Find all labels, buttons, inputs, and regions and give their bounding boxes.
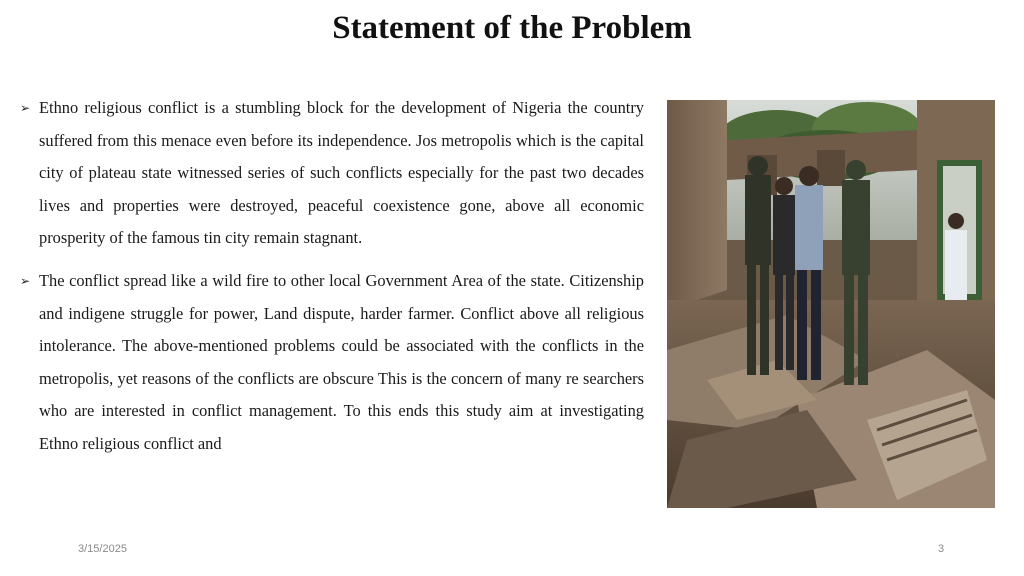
conflict-scene-photo [667,100,995,508]
arrow-bullet-icon: ➢ [20,101,31,115]
slide-title: Statement of the Problem [332,10,692,46]
footer-page-number: 3 [938,543,945,555]
bullet-item [20,265,644,461]
arrow-bullet-icon: ➢ [20,273,31,288]
bullet-text: The conflict spread like a wild fire to other local Government Area of the state. Citizenship and indigene struggle for power, Land dispute, harder farmer. Conflict above all religious intolerance. The above-mentioned problems could be associated with the conflicts in the metropolis, yet reasons of the conflicts are obscure This is the concern of many re searchers who are interested in conflict management. To this ends this study aim at investigating Ethno religious conflict and [39,270,644,453]
footer-date: 3/15/2025 [78,543,127,555]
bullet-text: Ethno religious conflict is a stumbling block for the development of Nigeria the country suffered from this menace even before its independence. Jos metropolis which is the capital city of plateau state witnessed series of such conflicts especially for the past two decades lives and properties were destroyed, peaceful coexistence gone, above all economic prosperity of the famous tin city remain stagnant. [39,98,644,248]
bullet-item [20,92,644,255]
slide-content [20,92,644,471]
